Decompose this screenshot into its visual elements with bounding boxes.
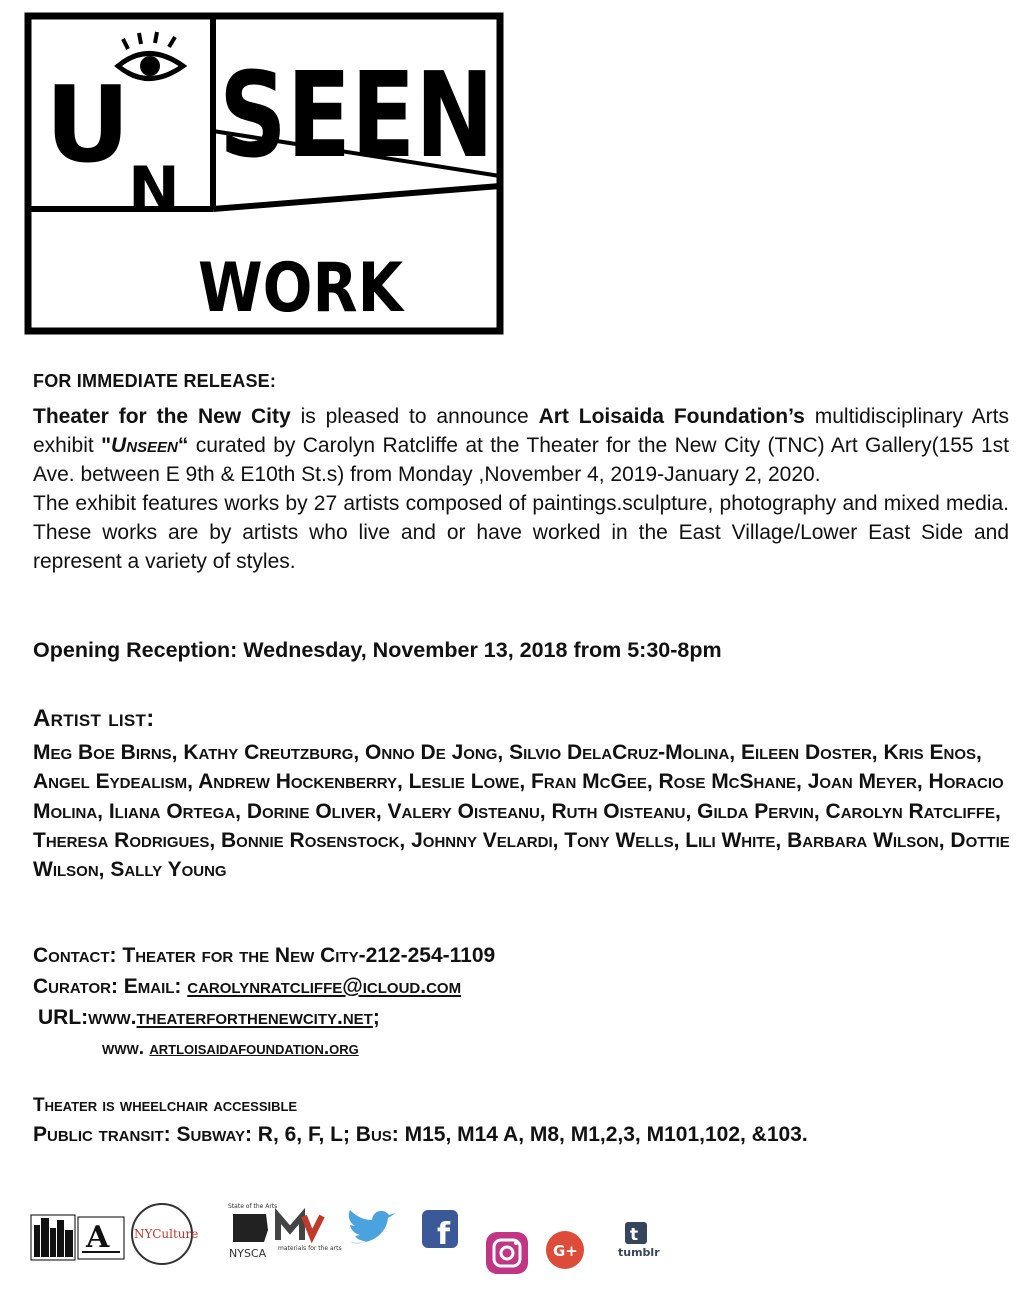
tumblr-text: tumblr: [618, 1246, 660, 1259]
google-plus-icon[interactable]: [546, 1231, 584, 1269]
tumblr-t-text: t: [630, 1225, 639, 1245]
logo-letter-n: N: [128, 153, 180, 226]
curator-line: [33, 971, 495, 1002]
url-line: [33, 1002, 495, 1033]
artist-list: Meg Boe Birns, Kathy Creutzburg, Onno De Jong, Silvio DelaCruz-Molina, Eileen Doster, Kris Enos, Angel Eydealism, Andrew Hockenberry, Leslie Lowe, Fran McGee, Rose McShane, Joan Meyer, Horacio Molina, Iliana Ortega, Dorine Oliver, Valery Oisteanu, Ruth Oisteanu, Gilda Pervin, Carolyn Ratcliffe, Theresa Rodrigues, Bonnie Rosenstock, Johnny Velardi, Tony Wells, Lili White, Barbara Wilson, Dottie Wilson, Sally Young: [33, 741, 1010, 882]
google-plus-text: G+: [553, 1242, 578, 1260]
nyculture-text: NYCulture: [134, 1227, 199, 1241]
logo-word-work: WORK: [198, 249, 405, 328]
mfta-text: materials for the arts: [278, 1245, 342, 1252]
materials-for-the-arts-icon: [278, 1216, 342, 1252]
url-label: URL:: [38, 1006, 89, 1029]
intro-part: curated by Carolyn Ratcliffe at the Theater for the New City (TNC) Art Gallery(155 1st Ave. between E 9th & E10th St.s) from Monday ,November 4, 2019-January 2, 2020.: [33, 434, 1009, 486]
curator-label: Curator: Email:: [33, 975, 188, 998]
intro-part: multidisciplinary Arts exhibit: [33, 405, 1010, 457]
facebook-icon[interactable]: [422, 1210, 458, 1252]
logo-letter-u: U: [45, 64, 131, 186]
transit-info: Public transit: Subway: R, 6, F, L; Bus: M15, M14 A, M8, M1,2,3, M101,102, &103.: [33, 1123, 808, 1146]
org-name: Theater for the New City: [33, 405, 291, 428]
twitter-icon[interactable]: [349, 1210, 396, 1243]
sponsor-social-icons: [28, 1200, 708, 1280]
nysca-top-text: State of the Arts: [228, 1203, 278, 1210]
artist-list-title: Artist list:: [33, 705, 155, 732]
intro-paragraph: [33, 402, 1009, 576]
exhibit-title: Unseen: [111, 434, 178, 457]
exhibit-description: The exhibit features works by 27 artists composed of paintings.sculpture, photography and mixed media. These works are by artists who live and or have worked in the East Village/Lower East Side and represent a variety of styles.: [33, 492, 1009, 573]
intro-part: is pleased to announce: [290, 405, 539, 428]
url-line-2: [33, 1033, 495, 1064]
accessibility-block: [33, 1091, 993, 1149]
tnc-url-link[interactable]: theaterforthenewcity.net: [136, 1006, 373, 1029]
svg-text:A: A: [86, 1220, 110, 1255]
url-suffix: ;: [372, 1006, 380, 1029]
url-prefix: www.: [102, 1038, 150, 1059]
wheelchair-note: Theater is wheelchair accessible: [33, 1095, 298, 1116]
skyline-logo-icon: [31, 1215, 75, 1260]
release-header: FOR IMMEDIATE RELEASE:: [33, 371, 277, 391]
nyculture-logo-icon: [132, 1204, 198, 1264]
svg-text:f: f: [437, 1217, 451, 1252]
curator-email-link[interactable]: carolynratcliffe@icloud.com: [187, 975, 462, 998]
logo-word-seen: SEEN: [219, 46, 494, 184]
nysca-logo-icon: [228, 1203, 277, 1260]
opening-reception: Opening Reception: Wednesday, November 13, 2018 from 5:30-8pm: [33, 638, 722, 662]
nysca-text: NYSCA: [229, 1247, 267, 1260]
alf-url-link[interactable]: artloisaidafoundation.org: [149, 1038, 359, 1059]
url-prefix: www.: [88, 1006, 137, 1029]
quote-mark: “: [177, 434, 189, 457]
instagram-icon[interactable]: [486, 1232, 528, 1274]
contact-block: [33, 940, 495, 1064]
unseen-work-logo: [23, 11, 505, 336]
foundation-name: Art Loisaida Foundation’s: [538, 405, 805, 428]
quote-mark: ": [101, 434, 112, 457]
art-loisaida-logo-icon: [78, 1217, 124, 1259]
intro-text: [33, 402, 1009, 489]
tumblr-icon[interactable]: [618, 1222, 660, 1259]
contact-line: Contact: Theater for the New City-212-254-1109: [33, 944, 496, 967]
